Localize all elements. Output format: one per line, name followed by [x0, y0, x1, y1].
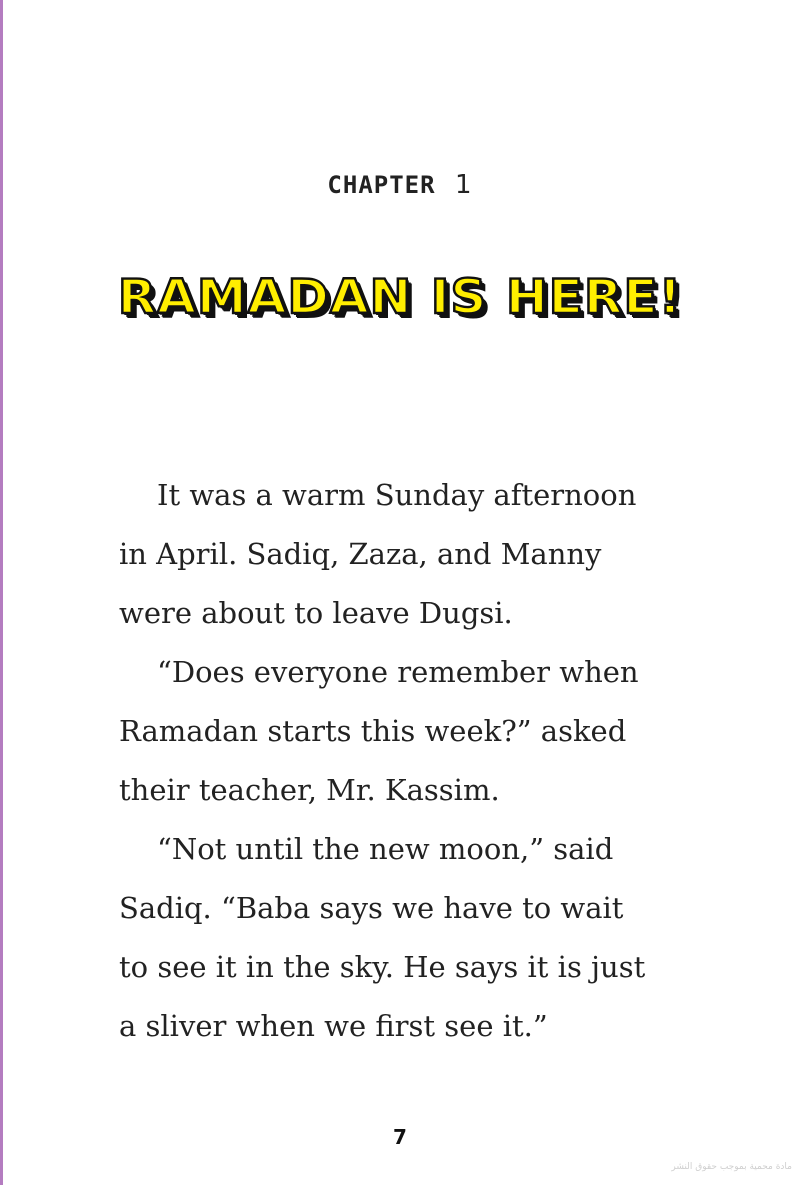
text-line: It was a warm Sunday afternoon [157, 478, 637, 512]
text-line: their teacher, Mr. Kassim. [119, 773, 500, 807]
text-line: a sliver when we first see it.” [119, 1009, 548, 1043]
paragraph [119, 820, 679, 1056]
chapter-title: RAMADAN IS HERE! [117, 269, 683, 325]
paragraph [119, 466, 679, 643]
page-number: 7 [393, 1125, 407, 1149]
chapter-word: CHAPTER [327, 171, 436, 199]
copyright-watermark: مادة محمية بموجب حقوق النشر [671, 1162, 792, 1172]
paragraph [119, 643, 679, 820]
text-line: “Not until the new moon,” said [157, 832, 614, 866]
body-text [119, 466, 679, 1056]
chapter-label [0, 170, 800, 200]
text-line: in April. Sadiq, Zaza, and Manny [119, 537, 602, 571]
text-line: were about to leave Dugsi. [119, 596, 513, 630]
text-line: Sadiq. “Baba says we have to wait [119, 891, 624, 925]
text-line: “Does everyone remember when [157, 655, 639, 689]
text-line: Ramadan starts this week?” asked [119, 714, 627, 748]
chapter-number: 1 [455, 170, 473, 200]
text-line: to see it in the sky. He says it is just [119, 950, 646, 984]
